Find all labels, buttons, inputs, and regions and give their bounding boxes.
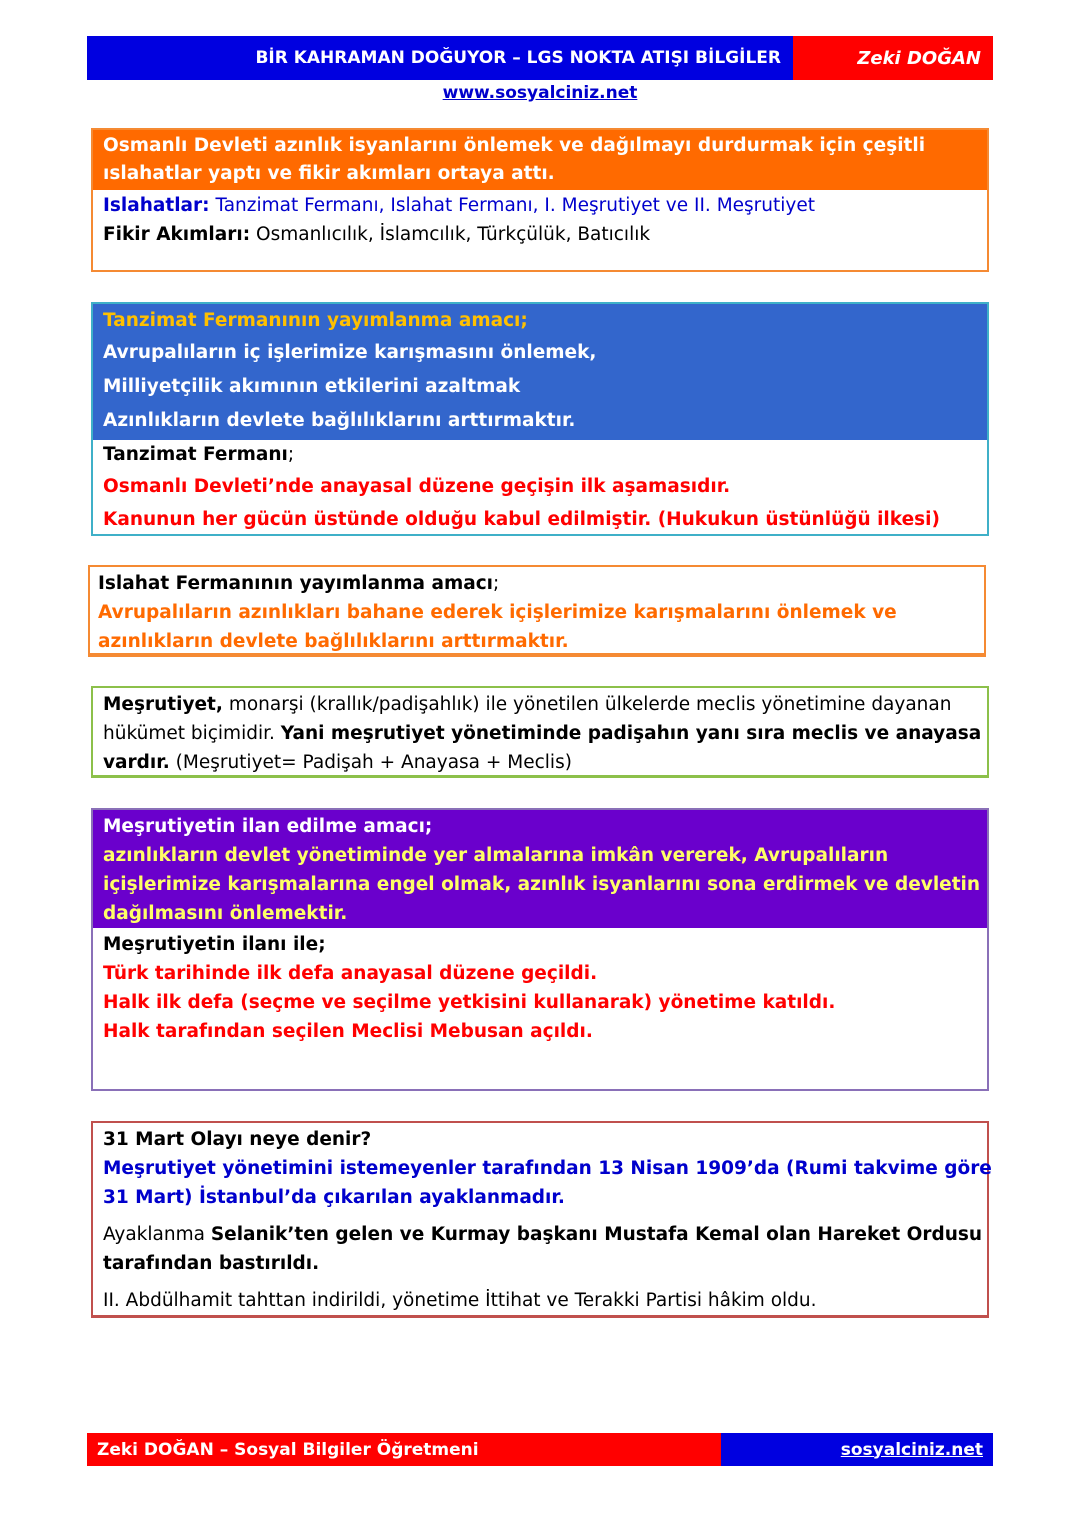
mesrutiyet-head-line-2: içişlerimize karışmalarına engel olmak, azınlık isyanlarını sona erdirmek ve devletin (103, 874, 981, 895)
31-mart-title: 31 Mart Olayı neye denir? (103, 1129, 372, 1150)
reforms-box (91, 128, 989, 272)
ideas-text: Osmanlıcılık, İslamcılık, Türkçülük, Batıcılık (250, 224, 651, 245)
islahat-title-line (98, 569, 976, 598)
definition-line-2 (103, 719, 982, 748)
definition-line-1 (103, 690, 977, 719)
footer-website-link[interactable]: sosyalciniz.net (721, 1433, 993, 1466)
reforms-head-line-2: ıslahatlar yaptı ve fikir akımları ortaya attı. (103, 163, 555, 184)
reforms-line (103, 191, 977, 220)
tanzimat-head-line-1: Avrupalıların iç işlerimize karışmasını önlemek, (103, 342, 597, 363)
tanzimat-body-title-suffix: ; (287, 444, 295, 465)
mesrutiyet-purpose-box (91, 808, 989, 1091)
website-link[interactable]: www.sosyalciniz.net (442, 83, 638, 103)
mesrutiyet-box-header (93, 810, 987, 928)
islahat-box (88, 565, 986, 657)
reforms-box-body (93, 190, 987, 250)
islahat-line-1: Avrupalıların azınlıkları bahane ederek içişlerimize karışmalarını önlemek ve (98, 602, 897, 623)
31-mart-blue-line-1: Meşrutiyet yönetimini istemeyenler tarafından 13 Nisan 1909’da (Rumi takvime göre (103, 1158, 992, 1179)
tanzimat-body-title-line (103, 440, 977, 470)
definition-bold-3: vardır. (103, 752, 170, 773)
tanzimat-body-line-1: Osmanlı Devleti’nde anayasal düzene geçişin ilk aşamasıdır. (103, 476, 731, 497)
tanzimat-head-line-2: Milliyetçilik akımının etkilerini azaltmak (103, 376, 521, 397)
reforms-box-header (93, 130, 987, 190)
tanzimat-box (91, 302, 989, 536)
mesrutiyet-box-body (93, 928, 987, 1048)
definition-line-3 (103, 748, 977, 777)
reforms-label: Islahatlar: (103, 195, 210, 216)
definition-text-1: monarşi (krallık/padişahlık) ile yönetilen ülkelerde meclis yönetimine dayanan (222, 694, 952, 715)
31-mart-box (91, 1121, 992, 1318)
mesrutiyet-body-line-3: Halk tarafından seçilen Meclisi Mebusan açıldı. (103, 1021, 593, 1042)
islahat-title: Islahat Fermanının yayımlanma amacı (98, 573, 494, 594)
islahat-line-2: azınlıkların devlete bağlılıklarını arttırmaktır. (98, 631, 569, 652)
tanzimat-head-line-3: Azınlıkların devlete bağlılıklarını arttırmaktır. (103, 410, 576, 431)
header-author: Zeki DOĞAN (793, 36, 993, 80)
header-title: BİR KAHRAMAN DOĞUYOR – LGS NOKTA ATIŞI BİLGİLER (87, 36, 793, 80)
31-mart-blue-line-2: 31 Mart) İstanbul’da çıkarılan ayaklanmadır. (103, 1187, 565, 1208)
definition-bold-2: Yani meşrutiyet yönetiminde padişahın yanı sıra meclis ve anayasa (280, 723, 982, 744)
mesrutiyet-body-line-2: Halk ilk defa (seçme ve seçilme yetkisini kullanarak) yönetime katıldı. (103, 992, 836, 1013)
31-mart-line-4: tarafından bastırıldı. (103, 1253, 320, 1274)
mesrutiyet-body-line-1: Türk tarihinde ilk defa anayasal düzene geçildi. (103, 963, 598, 984)
mesrutiyet-head-line-1: azınlıkların devlet yönetiminde yer almalarına imkân vererek, Avrupalıların (103, 845, 889, 866)
mesrutiyet-definition-box (91, 686, 989, 778)
page-header (87, 36, 993, 80)
definition-text-3: (Meşrutiyet= Padişah + Anayasa + Meclis) (169, 752, 572, 773)
page-footer (87, 1433, 993, 1466)
definition-term: Meşrutiyet, (103, 694, 223, 715)
mesrutiyet-head-title: Meşrutiyetin ilan edilme amacı; (103, 816, 433, 837)
tanzimat-body-title: Tanzimat Fermanı (103, 444, 288, 465)
mesrutiyet-body-title: Meşrutiyetin ilanı ile; (103, 934, 326, 955)
tanzimat-head-title: Tanzimat Fermanının yayımlanma amacı; (103, 310, 528, 331)
31-mart-bold-3: Selanik’ten gelen ve Kurmay başkanı Mustafa Kemal olan Hareket Ordusu (210, 1224, 983, 1245)
31-mart-line-5: II. Abdülhamit tahttan indirildi, yönetime İttihat ve Terakki Partisi hâkim oldu. (103, 1290, 817, 1311)
31-mart-line-3 (103, 1220, 983, 1249)
islahat-title-suffix: ; (493, 573, 500, 594)
footer-author: Zeki DOĞAN – Sosyal Bilgiler Öğretmeni (87, 1433, 721, 1466)
definition-text-2: hükümet biçimidir. (103, 723, 281, 744)
tanzimat-box-header (93, 304, 987, 440)
tanzimat-body-line-2: Kanunun her gücün üstünde olduğu kabul edilmiştir. (Hukukun üstünlüğü ilkesi) (103, 509, 940, 530)
ideas-label: Fikir Akımları: (103, 224, 251, 245)
tanzimat-box-body (93, 440, 987, 536)
31-mart-text-3: Ayaklanma (103, 1224, 211, 1245)
reforms-text: Tanzimat Fermanı, Islahat Fermanı, I. Meşrutiyet ve II. Meşrutiyet (209, 195, 815, 216)
reforms-head-line-1: Osmanlı Devleti azınlık isyanlarını önlemek ve dağılmayı durdurmak için çeşitli (103, 135, 926, 156)
ideas-line (103, 220, 977, 249)
mesrutiyet-head-line-3: dağılmasını önlemektir. (103, 903, 348, 924)
